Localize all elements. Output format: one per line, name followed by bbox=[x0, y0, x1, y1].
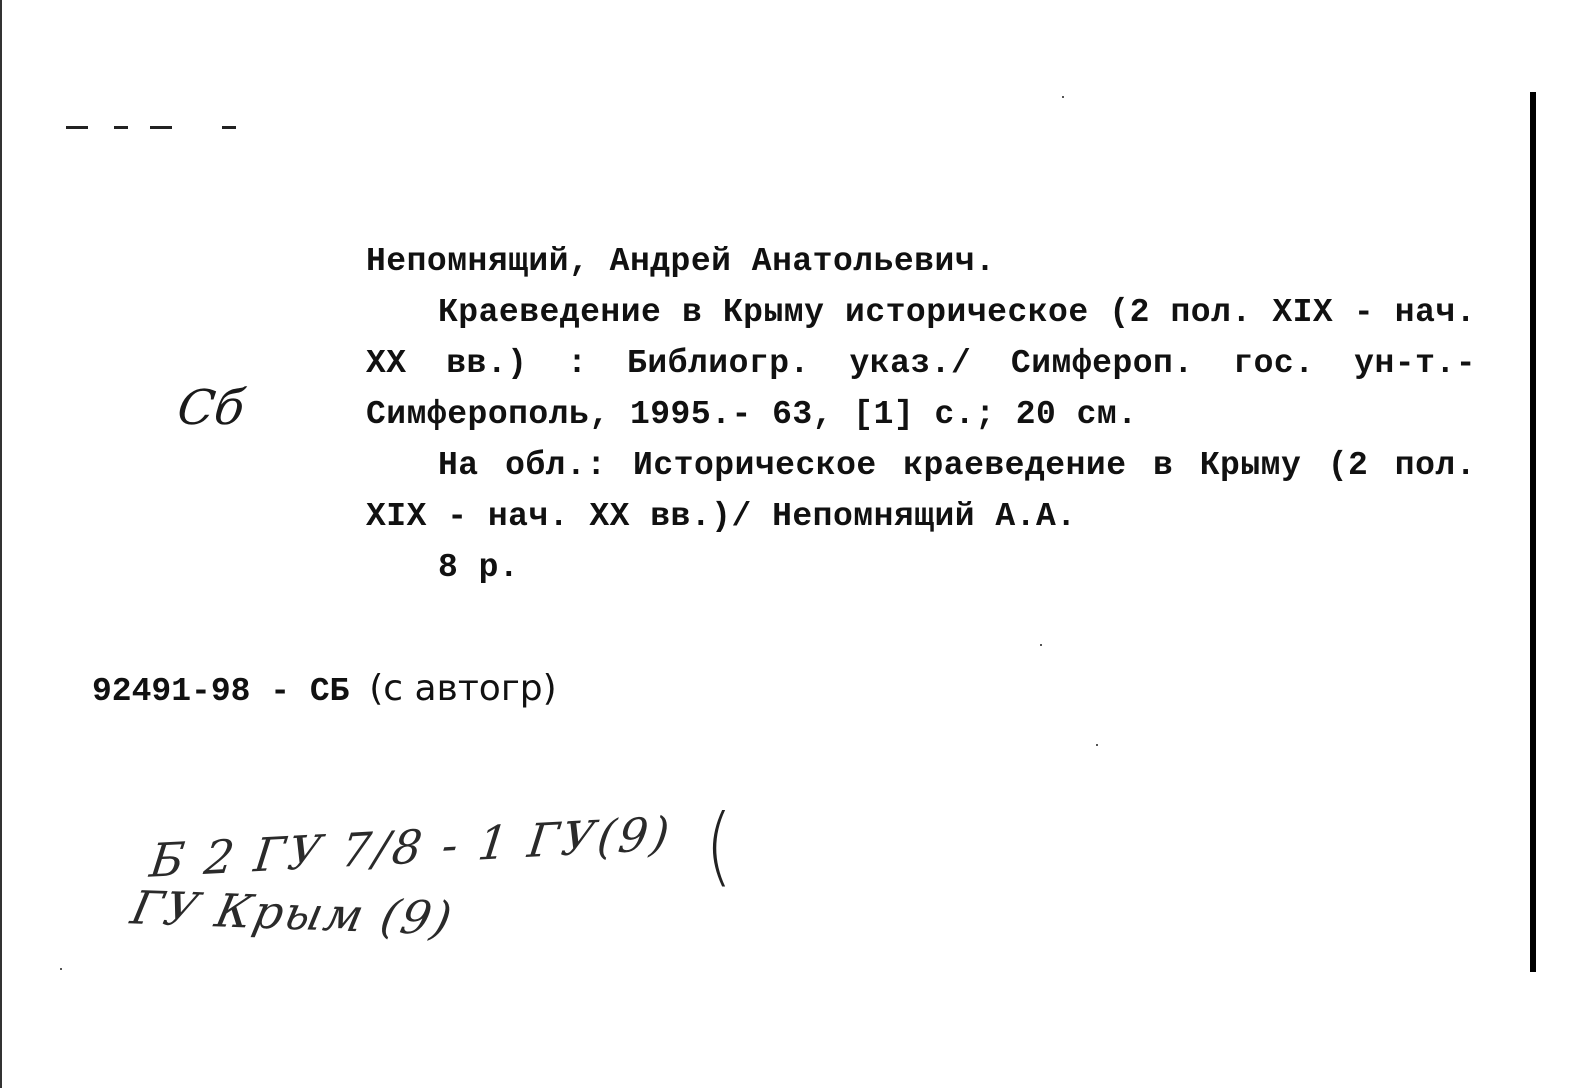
card-left-edge bbox=[0, 0, 2, 1088]
speck bbox=[1096, 744, 1098, 746]
speck bbox=[60, 968, 62, 970]
top-dash-mark bbox=[114, 126, 128, 129]
handwritten-paren-mark: ( bbox=[705, 796, 733, 896]
cover-note-paragraph: На обл.: Историческое краеведение в Крыму (2 пол. XIX - нач. XX вв.)/ Непомнящий А.А. bbox=[366, 447, 1476, 535]
title-paragraph: Краеведение в Крыму историческое (2 пол. XIX - нач. XX вв.) : Библиогр. указ./ Симфероп. гос. ун-т.- Симферополь, 1995.- 63, [1] с.; 20 см. bbox=[366, 294, 1476, 433]
top-dash-mark bbox=[222, 126, 236, 129]
author-heading: Непомнящий, Андрей Анатольевич. bbox=[366, 243, 996, 280]
catalog-entry bbox=[366, 236, 1476, 593]
top-dash-mark bbox=[150, 126, 172, 129]
handwritten-note-line-2: ГУ Крым (9) bbox=[126, 880, 459, 946]
accession-handwritten: (с автогр) bbox=[369, 668, 557, 709]
margin-handwritten-mark: Сб bbox=[174, 380, 248, 436]
card-right-rule bbox=[1530, 92, 1536, 972]
speck bbox=[1062, 96, 1064, 98]
accession-line bbox=[92, 668, 557, 710]
speck bbox=[1040, 644, 1042, 646]
price-line: 8 р. bbox=[438, 549, 520, 586]
top-dash-mark bbox=[66, 126, 88, 129]
accession-number: 92491-98 - СБ bbox=[92, 673, 350, 710]
handwritten-note-line-1: Б 2 ГУ 7/8 - 1 ГУ(9) bbox=[147, 806, 676, 888]
